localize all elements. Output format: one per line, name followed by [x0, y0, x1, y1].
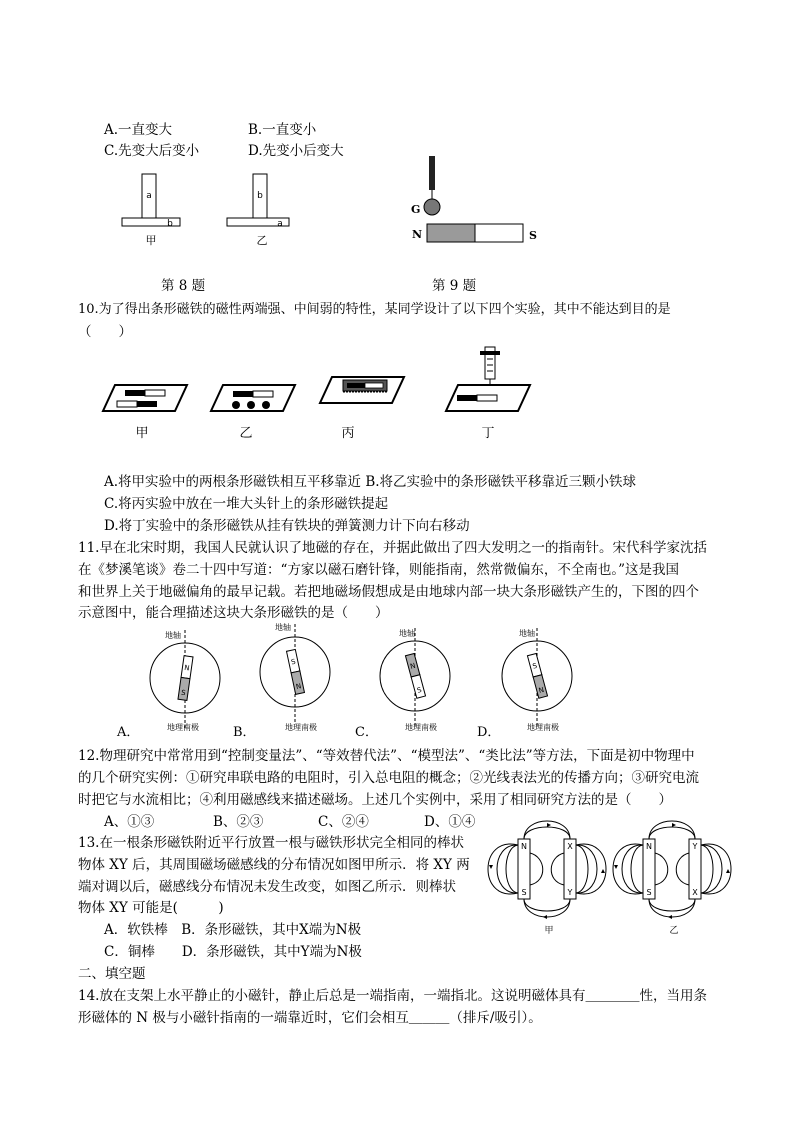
q11-line-1: 11.早在北宋时期，我国人民就认识了地磁的存在，并据此做出了四大发明之一的指南针。宋代科学家沈括 [78, 540, 707, 556]
globe-d-top-pole: S [531, 661, 539, 671]
q13-line-1: 13.在一根条形磁铁附近平行放置一根与磁铁形状完全相同的棒状 [78, 835, 464, 851]
globe-c-bottom-pole: S [416, 685, 423, 695]
q10-fig-yi [211, 385, 295, 441]
globe-d-axis-label: 地轴 [519, 629, 535, 638]
globe-d [477, 628, 572, 740]
q11-line-4: 示意图中，能合理描述这块大条形磁铁的是（ ） [78, 605, 389, 621]
fig8-right-horiz-label: a [277, 219, 283, 229]
q13-line-4: 物体 XY 可能是( ) [78, 900, 224, 916]
fig9-title: 第 9 题 [432, 278, 477, 294]
q10-option-ab: A.将甲实验中的两根条形磁铁相互平移靠近 B.将乙实验中的条形磁铁平移靠近三颗小铁球 [104, 474, 637, 490]
q13-yi-tr: Y [692, 842, 698, 851]
q12-option-b: B、②③ [213, 814, 264, 830]
q10-figures [95, 345, 535, 440]
fig8-left [122, 174, 180, 247]
q13-fig-jia [488, 821, 606, 917]
q10-caption-bing: 丙 [341, 426, 355, 441]
globe-d-pole-label: 地理南极 [527, 723, 559, 732]
q13-jia-caption: 甲 [544, 926, 554, 936]
q13-fig-yi [613, 821, 731, 917]
globe-a [116, 630, 220, 740]
q13-option-cd: C．铜棒 D．条形磁铁，其中Y端为N极 [104, 944, 362, 960]
figure-8 [118, 168, 318, 253]
q13-yi-bl: S [646, 888, 652, 897]
q10-stem-1: 10.为了得出条形磁铁的磁性两端强、中间弱的特性，某同学设计了以下四个实验，其中不能达到目的是 [78, 302, 671, 317]
section-title: 二、填空题 [78, 966, 146, 982]
q14-line-2: 形磁体的 N 极与小磁针指南的一端靠近时，它们会相互＿＿＿（排斥/吸引）。 [78, 1010, 542, 1026]
q10-fig-bing [320, 377, 404, 441]
globe-b-bottom-pole: N [295, 682, 303, 692]
fig8-left-caption: 甲 [145, 234, 157, 247]
option-d: D.先变小后变大 [248, 143, 344, 159]
q10-option-c: C.将丙实验中放在一堆大头针上的条形磁铁提起 [104, 496, 389, 512]
fig8-right-caption: 乙 [256, 234, 268, 247]
q12-line-1: 12.物理研究中常常用到“控制变量法”、“等效替代法”、“模型法”、“类比法”等方法，下面是初中物理中 [78, 748, 695, 764]
globe-a-bottom-pole: S [180, 688, 187, 698]
fig8-title: 第 8 题 [161, 278, 206, 294]
q11-option-c: C． [355, 725, 378, 740]
fig8-left-horiz-label: b [167, 219, 173, 229]
option-a: A.一直变大 [104, 122, 173, 138]
globe-b-top-pole: S [290, 657, 297, 667]
q10-option-d: D.将丁实验中的条形磁铁从挂有铁块的弹簧测力计下向右移动 [104, 518, 470, 534]
spring-scale [424, 156, 440, 215]
q12-line-3: 时把它与水流相比；④利用磁感线来描述磁场。上述几个实例中，采用了相同研究方法的是（ ） [78, 792, 672, 808]
globe-c-top-pole: N [409, 661, 417, 671]
q12-option-c: C、②④ [318, 814, 369, 830]
q11-line-3: 和世界上关于地磁偏角的最早记载。若把地磁场假想成是由地球内部一块大条形磁铁产生的，下图的四个 [78, 584, 699, 600]
figure-9 [405, 154, 545, 246]
q13-yi-br: X [692, 888, 698, 897]
q10-fig-jia [103, 385, 187, 441]
q12-line-2: 的几个研究实例：①研究串联电路的电阻时，引入总电阻的概念；②光线表法光的传播方向；③研究电流 [78, 770, 699, 786]
q13-yi-tl: N [646, 842, 652, 851]
q11-figures [115, 618, 585, 740]
globe-c-pole-label: 地理南极 [405, 723, 437, 732]
globe-b [233, 622, 330, 740]
globe-c [355, 628, 450, 740]
q13-jia-bl: S [521, 888, 527, 897]
option-b: B.一直变小 [248, 122, 317, 138]
q11-option-d: D． [477, 725, 501, 740]
q11-option-b: B． [233, 725, 256, 740]
bar-magnet [427, 224, 523, 242]
globe-d-bottom-pole: N [537, 685, 545, 695]
fig9-n-label: N [412, 228, 423, 241]
q10-caption-jia: 甲 [135, 426, 149, 441]
q13-jia-tl: N [521, 842, 527, 851]
q10-caption-ding: 丁 [481, 426, 495, 441]
q13-option-ab: A．软铁棒 B．条形磁铁，其中X端为N极 [104, 922, 362, 938]
fig9-g-label: G [411, 203, 421, 216]
q10-stem-2: （ ） [78, 324, 132, 340]
fig9-s-label: S [529, 229, 537, 242]
globe-b-pole-label: 地理南极 [285, 723, 317, 732]
q10-caption-yi: 乙 [239, 426, 253, 441]
q12-option-a: A、①③ [104, 814, 155, 830]
fig8-left-vert-label: a [146, 191, 152, 201]
q13-figures [488, 825, 778, 937]
globe-a-pole-label: 地理南极 [167, 723, 199, 732]
q14-line-1: 14.放在支架上水平静止的小磁针，静止后总是一端指南，一端指北。这说明磁体具有＿＿＿＿性，当用条 [78, 988, 707, 1004]
q11-line-2: 在《梦溪笔谈》卷二十四中写道：“方家以磁石磨针锋，则能指南，然常微偏东，不全南也。”这是我国 [78, 562, 680, 578]
q10-fig-ding [446, 347, 530, 441]
globe-c-axis-label: 地轴 [399, 629, 415, 638]
q12-option-d: D、①④ [424, 814, 476, 830]
q13-jia-br: Y [567, 888, 573, 897]
globe-a-axis-label: 地轴 [165, 631, 181, 640]
q13-yi-caption: 乙 [669, 926, 679, 936]
option-c: C.先变大后变小 [104, 143, 200, 159]
globe-b-axis-label: 地轴 [275, 623, 291, 632]
q11-option-a: A． [117, 725, 140, 740]
fig8-right [227, 174, 289, 247]
fig8-right-vert-label: b [257, 191, 263, 201]
q13-jia-tr: X [567, 842, 573, 851]
globe-a-top-pole: N [183, 663, 191, 673]
q13-line-2: 物体 XY 后，其周围磁场磁感线的分布情况如图甲所示．将 XY 两 [78, 857, 470, 873]
q13-line-3: 端对调以后，磁感线分布情况未发生改变，如图乙所示．则棒状 [78, 879, 456, 895]
